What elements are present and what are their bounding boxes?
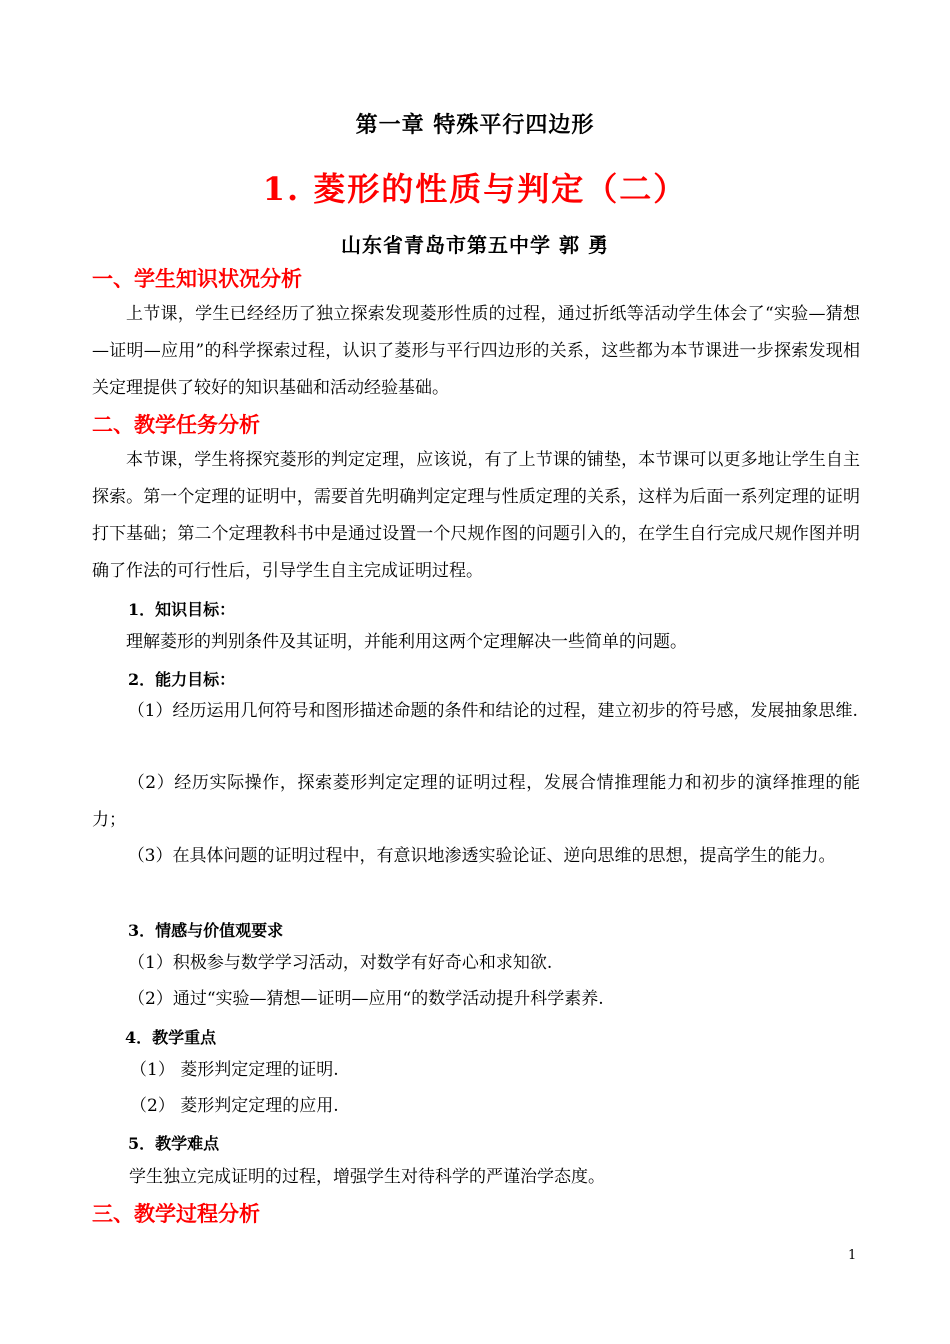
author-line: 山东省青岛市第五中学 郭 勇 bbox=[341, 233, 609, 257]
section-1-paragraph: 上节课，学生已经经历了独立探索发现菱形性质的过程，通过折纸等活动学生体会了“实验—猜想—证明—应用”的科学探索过程，认识了菱形与平行四边形的关系，这些都为本节课进一步探索发现相关定理提供了较好的知识基础和活动经验基础。 bbox=[92, 304, 860, 398]
chapter-title: 第一章 特殊平行四边形 bbox=[355, 112, 595, 138]
difficulties-label: 5．教学难点 bbox=[128, 1134, 220, 1153]
page-number: 1 bbox=[848, 1248, 857, 1263]
ability-goal-item: （3）在具体问题的证明过程中，有意识地渗透实验论证、逆向思维的思想，提高学生的能力。 bbox=[127, 846, 836, 866]
values-goal-item: （1）积极参与数学学习活动，对数学有好奇心和求知欲. bbox=[128, 953, 553, 973]
ability-goal-item: （1）经历运用几何符号和图形描述命题的条件和结论的过程，建立初步的符号感，发展抽象思维. bbox=[127, 701, 858, 721]
section-heading-2: 二、教学任务分析 bbox=[92, 412, 260, 437]
section-2-paragraph: 本节课，学生将探究菱形的判定定理，应该说，有了上节课的铺垫，本节课可以更多地让学生自主探索。第一个定理的证明中，需要首先明确判定定理与性质定理的关系，这样为后面一系列定理的证明打下基础；第二个定理教科书中是通过设置一个尺规作图的问题引入的，在学生自行完成尺规作图并明确了作法的可行性后，引导学生自主完成证明过程。 bbox=[92, 450, 860, 581]
section-heading-1: 一、学生知识状况分析 bbox=[92, 266, 302, 291]
section-heading-3: 三、教学过程分析 bbox=[92, 1201, 260, 1226]
values-goal-label: 3．情感与价值观要求 bbox=[128, 921, 284, 940]
ability-goal-label: 2．能力目标： bbox=[128, 670, 236, 689]
values-goal-item: （2）通过“实验—猜想—证明—应用“的数学活动提升科学素养. bbox=[128, 989, 604, 1009]
key-point-item: （2） 菱形判定定理的应用. bbox=[130, 1096, 339, 1116]
key-point-item: （1） 菱形判定定理的证明. bbox=[130, 1060, 339, 1080]
knowledge-goal-label: 1．知识目标： bbox=[128, 600, 236, 619]
ability-goal-item: （2）经历实际操作，探索菱形判定定理的证明过程，发展合情推理能力和初步的演绎推理的能力； bbox=[92, 773, 860, 830]
key-points-label: 4．教学重点 bbox=[125, 1028, 217, 1047]
difficulties-text: 学生独立完成证明的过程，增强学生对待科学的严谨治学态度。 bbox=[129, 1167, 605, 1187]
lesson-title: 1. 菱形的性质与判定（二） bbox=[262, 170, 688, 208]
knowledge-goal-text: 理解菱形的判别条件及其证明，并能利用这两个定理解决一些简单的问题。 bbox=[126, 632, 687, 652]
